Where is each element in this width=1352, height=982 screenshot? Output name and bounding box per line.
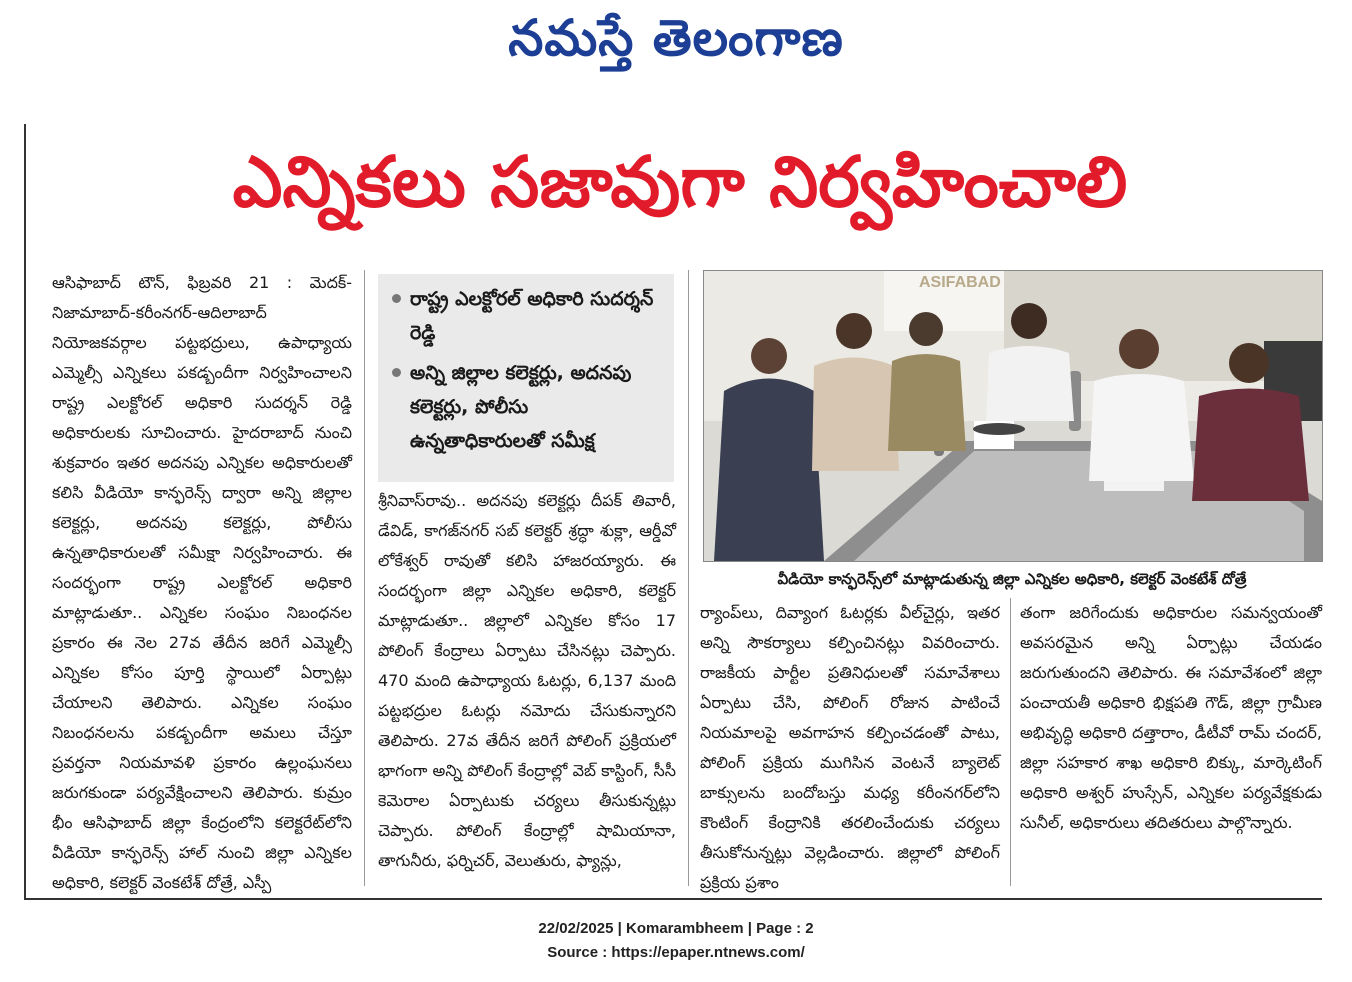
column-2-text: శ్రీనివాస్‌రావు.. అదనపు కలెక్టర్లు దీపక్ తివారీ, డేవిడ్, కాగజ్‌నగర్ సబ్ కలెక్టర్ శ్రద్ధా శుక్లా, ఆర్డీవో లోకేశ్వర్ రావుతో కలిసి హాజరయ్యారు. ఈ సందర్భంగా జిల్లా ఎన్నికల అధికారి, కలెక్టర్ మాట్లాడుతూ.. జిల్లాలో ఎన్నికల కోసం 17 పోలింగ్ కేంద్రాలు ఏర్పాటు చేసినట్లు చెప్పారు. 470 మంది ఉపాధ్యాయ ఓటర్లు, 6,137 మంది పట్టభద్రుల ఓటర్లు నమోదు చేసుకున్నారని తెలిపారు. 27వ తేదీన జరిగే పోలింగ్ ప్రక్రియలో భాగంగా అన్ని పోలింగ్ కేంద్రాల్లో వెబ్ కాస్టింగ్, సీసీ కెమెరాల ఏర్పాటుకు చర్యలు తీసుకున్నట్లు చెప్పారు. పోలింగ్ కేంద్రాల్లో షామియానా, తాగునీరు, ఫర్నిచర్, వెలుతురు, ఫ్యాన్లు, <box>378 491 676 870</box>
footer-date-line: 22/02/2025 | Komarambheem | Page : 2 <box>538 920 814 937</box>
article-column-4 <box>1020 598 1322 838</box>
article-headline: ఎన్నికలు సజావుగా నిర్వహించాలి <box>232 141 1128 223</box>
column-3-text: ర్యాంప్‌లు, దివ్యాంగ ఓటర్లకు వీల్‌చైర్లు, ఇతర అన్ని సౌకర్యాలు కల్పించినట్లు వివరించారు. రాజకీయ పార్టీల ప్రతినిధులతో సమావేశాలు ఏర్పాటు చేసి, పోలింగ్ రోజున పాటించే నియమాలపై అవగాహన కల్పించడంతో పాటు, పోలింగ్ ప్రక్రియ ముగిసిన వెంటనే బ్యాలెట్ బాక్సులను బందోబస్తు మధ్య కరీంనగర్‌లోని కౌంటింగ్ కేంద్రానికి తరలించేందుకు చర్యలు తీసుకోనున్నట్లు వెల్లడించారు. జిల్లాలో పోలింగ్ ప్రక్రియ ప్రశాం <box>700 603 1000 892</box>
column-divider <box>364 270 365 886</box>
newspaper-masthead: నమస్తే తెలంగాణ <box>508 8 844 67</box>
bullet-icon <box>392 368 401 377</box>
article-column-1 <box>52 268 352 898</box>
article-column-3 <box>700 598 1000 898</box>
footer-source-line: Source : https://epaper.ntnews.com/ <box>547 944 805 961</box>
highlights-box <box>378 274 674 482</box>
news-photo <box>703 270 1323 562</box>
bottom-border <box>24 898 1322 900</box>
article-column-2 <box>378 486 676 876</box>
column-divider <box>688 270 689 886</box>
bullet-icon <box>392 294 401 303</box>
highlight-item-2: అన్ని జిల్లాల కలెక్టర్లు, అదనపు కలెక్టర్లు, పోలీసు ఉన్నతాధికారులతో సమీక్ష <box>392 356 666 458</box>
highlight-item-1: రాష్ట్ర ఎలక్టోరల్ అధికారి సుదర్శన్ రెడ్డి <box>392 282 666 350</box>
conference-room-photo <box>704 271 1322 561</box>
column-4-text: తంగా జరిగేందుకు అధికారుల సమన్వయంతో అవసరమైన అన్ని ఏర్పాట్లు చేయడం జరుగుతుందని తెలిపారు. ఈ సమావేశంలో జిల్లా పంచాయతీ అధికారి భిక్షపతి గౌడ్, జిల్లా గ్రామీణ అభివృద్ధి అధికారి దత్తారాం, డీటీవో రామ్ చందర్, జిల్లా సహకార శాఖ అధికారి బిక్కు, మార్కెటింగ్ అధికారి అశ్వర్ హుస్సేన్, ఎన్నికల పర్యవేక్షకుడు సునీల్, అధికారులు తదితరులు పాల్గొన్నారు. <box>1020 603 1322 832</box>
column-1-text: ఆసిఫాబాద్ టౌన్, ఫిబ్రవరి 21 : మెదక్-నిజామాబాద్-కరీంనగర్-ఆదిలాబాద్ నియోజకవర్గాల పట్టభద్రులు, ఉపాధ్యాయ ఎమ్మెల్సీ ఎన్నికలు పకడ్బందీగా నిర్వహించాలని రాష్ట్ర ఎలక్టోరల్ అధికారి సుదర్శన్ రెడ్డి అధికారులకు సూచించారు. హైదరాబాద్ నుంచి శుక్రవారం ఇతర అదనపు ఎన్నికల అధికారులతో కలిసి వీడియో కాన్ఫరెన్స్ ద్వారా అన్ని జిల్లాల కలెక్టర్లు, అదనపు కలెక్టర్లు, పోలీసు ఉన్నతాధికారులతో సమీక్షా నిర్వహించారు. ఈ సందర్భంగా రాష్ట్ర ఎలక్టోరల్ అధికారి మాట్లాడుతూ.. ఎన్నికల సంఘం నిబంధనల ప్రకారం ఈ నెల 27వ తేదీన జరిగే ఎమ్మెల్సీ ఎన్నికల కోసం పూర్తి స్థాయిలో ఏర్పాట్లు చేయాలని తెలిపారు. ఎన్నికల సంఘం నిబంధనలను పకడ్బందీగా అమలు చేస్తూ ప్రవర్తనా నియమావళి ప్రకారం ఉల్లంఘనలు జరుగకుండా పర్యవేక్షించాలని తెలిపారు. కుమ్రం భీం ఆసిఫాబాద్ జిల్లా కేంద్రంలోని కలెక్టరేట్‌లోని వీడియో కాన్ఫరెన్స్ హాల్ నుంచి జిల్లా ఎన్నికల అధికారి, కలెక్టర్ వెంకటేశ్ దోత్రే, ఎస్పీ <box>52 273 352 892</box>
photo-caption: వీడియో కాన్ఫరెన్స్‌లో మాట్లాడుతున్న జిల్లా ఎన్నికల అధికారి, కలెక్టర్ వెంకటేశ్ దోత్రే <box>777 570 1247 588</box>
column-divider <box>1010 598 1011 886</box>
wall-sign: ASIFABAD <box>919 274 1001 291</box>
left-border <box>24 124 26 900</box>
